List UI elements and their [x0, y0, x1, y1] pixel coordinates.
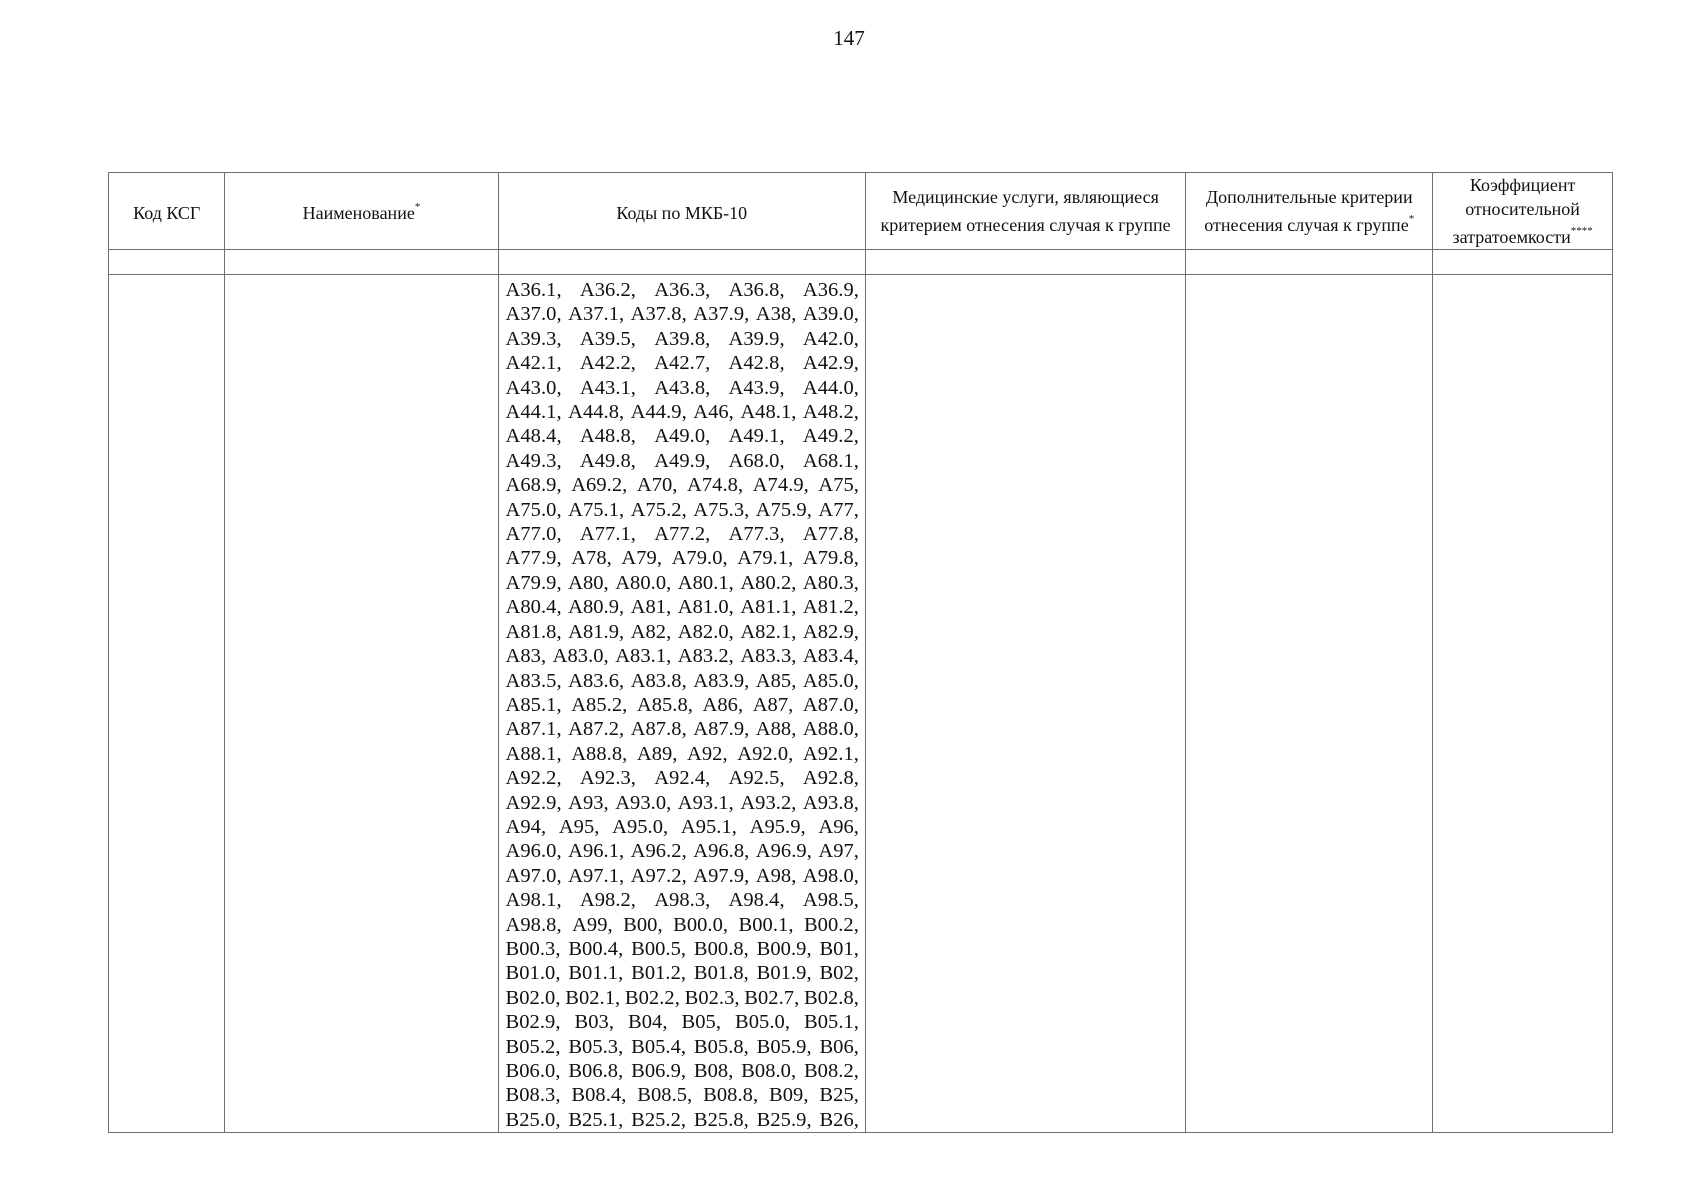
- mkb-code: А38,: [755, 303, 797, 326]
- mkb-code: А48.1,: [740, 401, 797, 424]
- mkb-code: А78,: [571, 547, 612, 570]
- mkb-code: А82.1,: [740, 620, 797, 643]
- mkb-code: А49.8,: [579, 449, 636, 472]
- services-cell: [865, 275, 1185, 1133]
- mkb-code: А97.9,: [693, 864, 750, 887]
- mkb-code: В25.1,: [568, 1108, 624, 1131]
- mkb-code: А83.1,: [615, 645, 672, 668]
- mkb-code: А96.1,: [568, 840, 625, 863]
- mkb-code: В06.9,: [631, 1060, 687, 1082]
- page-number: 147: [833, 26, 865, 50]
- mkb-code: А87.9,: [693, 718, 750, 741]
- mkb-code-line: [506, 473, 859, 497]
- mkb-code: А77.9,: [505, 547, 562, 570]
- mkb-code: А98.3,: [654, 889, 711, 912]
- mkb-code: В00.4,: [568, 937, 624, 960]
- mkb-code: А92.8,: [802, 767, 859, 790]
- mkb-code: А48.4,: [505, 425, 562, 448]
- mkb-code: А75.0,: [505, 498, 562, 521]
- mkb-code-line: [506, 1010, 859, 1034]
- header-name: Наименование*: [225, 173, 498, 250]
- mkb-code: А49.3,: [505, 449, 562, 472]
- table-header-row: [109, 173, 1613, 250]
- mkb-code: В01,: [819, 937, 859, 960]
- mkb-code: А43.8,: [654, 376, 711, 399]
- mkb-code-line: [506, 327, 859, 351]
- mkb-code: А75.1,: [568, 498, 625, 521]
- header-medical-services: Медицинские услуги, являющиеся критерием отнесения случая к группе: [865, 173, 1185, 250]
- mkb-code: В25.9,: [756, 1108, 812, 1131]
- mkb-code: А88.1,: [505, 742, 562, 765]
- mkb-code: А43.9,: [728, 376, 785, 399]
- mkb-code: А97.2,: [630, 864, 687, 887]
- mkb-code-line: [506, 302, 859, 326]
- mkb-code-line: [506, 791, 859, 815]
- mkb-code: А80.1,: [677, 571, 734, 594]
- mkb-code: В26,: [819, 1108, 859, 1131]
- mkb-code: А92.0,: [737, 742, 794, 765]
- mkb-code: В05.2,: [505, 1035, 561, 1058]
- mkb-code: А94,: [505, 815, 547, 838]
- mkb-code: А92.3,: [579, 767, 636, 790]
- mkb-code: А44.0,: [802, 376, 859, 399]
- mkb-code: В01.1,: [568, 962, 624, 985]
- mkb-code: А39.9,: [728, 327, 785, 350]
- mkb-code: А36.2,: [579, 279, 636, 301]
- mkb-code-line: [506, 669, 859, 693]
- mkb-code: А88,: [755, 718, 797, 741]
- mkb-code: А37.9,: [693, 303, 750, 326]
- mkb-code: А74.9,: [752, 474, 809, 497]
- mkb-code: А80.3,: [802, 571, 859, 594]
- mkb-code: А39.8,: [654, 327, 711, 350]
- mkb-code: А37.8,: [630, 303, 687, 326]
- table-cell: [109, 250, 225, 275]
- mkb-code: В02.3,: [684, 986, 740, 1009]
- mkb-code: А42.7,: [654, 352, 711, 375]
- mkb-code: А93.2,: [740, 791, 797, 814]
- mkb-code: А48.8,: [579, 425, 636, 448]
- mkb-code: А36.1,: [505, 279, 562, 301]
- mkb-code: А79.0,: [671, 547, 728, 570]
- mkb-code: В05,: [681, 1011, 722, 1034]
- mkb-code: А37.0,: [505, 303, 562, 326]
- mkb-code: В08.3,: [505, 1084, 561, 1107]
- mkb-code: А98,: [755, 864, 797, 887]
- mkb-code: А85.1,: [505, 693, 562, 716]
- mkb-code: А83.4,: [802, 645, 859, 668]
- mkb-code: А42.2,: [579, 352, 636, 375]
- mkb-code: А97.0,: [505, 864, 562, 887]
- mkb-code: А42.9,: [802, 352, 859, 375]
- mkb-code-line: [506, 620, 859, 644]
- table-cell: [865, 250, 1185, 275]
- mkb-code: А96.0,: [505, 840, 562, 863]
- mkb-code: В02.8,: [803, 986, 859, 1009]
- mkb-code: В05.9,: [756, 1035, 812, 1058]
- mkb-code: В08.5,: [637, 1084, 693, 1107]
- mkb-code: А85,: [755, 669, 797, 692]
- mkb-code-line: [506, 815, 859, 839]
- mkb-code: А98.4,: [728, 889, 785, 912]
- mkb-code: А81.1,: [740, 596, 797, 619]
- mkb-code-line: [506, 961, 859, 985]
- table-cell: [498, 250, 865, 275]
- mkb-code: В08.8,: [703, 1084, 759, 1107]
- mkb-code-line: [506, 278, 859, 302]
- mkb-code: В01.2,: [631, 962, 687, 985]
- mkb-code: А89,: [636, 742, 678, 765]
- mkb-code: А83.8,: [630, 669, 687, 692]
- mkb-code: А39.0,: [802, 303, 859, 326]
- mkb-code: А43.0,: [505, 376, 562, 399]
- mkb-code-line: [506, 400, 859, 424]
- mkb-code: А83.5,: [505, 669, 562, 692]
- mkb-code: В05.4,: [631, 1035, 687, 1058]
- mkb-code: А92.9,: [505, 791, 562, 814]
- mkb-code: А81.2,: [802, 596, 859, 619]
- mkb-code: А92.2,: [505, 767, 562, 790]
- mkb-code: А42.0,: [802, 327, 859, 350]
- mkb-code: В09,: [769, 1084, 809, 1107]
- table-cell: [1433, 250, 1613, 275]
- mkb-code: А36.3,: [654, 279, 711, 301]
- mkb-code: А44.8,: [568, 401, 625, 424]
- mkb-code: В01.8,: [693, 962, 749, 985]
- mkb-code: А83.6,: [568, 669, 625, 692]
- mkb-code-line: [506, 351, 859, 375]
- mkb-code: А92.4,: [654, 767, 711, 790]
- mkb-code: В01.9,: [756, 962, 812, 985]
- mkb-code: А77,: [818, 498, 859, 521]
- mkb-code: А88.0,: [802, 718, 859, 741]
- mkb-code: А77.0,: [505, 523, 562, 546]
- mkb-code: А46,: [693, 401, 734, 424]
- mkb-code: В05.1,: [804, 1011, 859, 1034]
- mkb-codes-cell: [498, 275, 865, 1133]
- mkb-code-line: [506, 498, 859, 522]
- mkb-code: А93.8,: [802, 791, 859, 814]
- mkb-code-line: [506, 986, 859, 1010]
- mkb-code: А82.9,: [802, 620, 859, 643]
- mkb-code: В01.0,: [505, 962, 561, 985]
- mkb-code: А87.8,: [630, 718, 687, 741]
- mkb-code: А81.8,: [505, 620, 562, 643]
- mkb-code: А77.2,: [654, 523, 711, 546]
- ksg-code-cell: [109, 275, 225, 1133]
- mkb-code: А95,: [558, 815, 600, 838]
- name-cell: [225, 275, 498, 1133]
- mkb-code-line: [506, 766, 859, 790]
- mkb-code: А97.1,: [568, 864, 625, 887]
- mkb-code: А68.0,: [728, 449, 785, 472]
- mkb-code-line: [506, 424, 859, 448]
- mkb-code: В08.2,: [803, 1060, 859, 1082]
- mkb-code: А82.0,: [677, 620, 734, 643]
- mkb-code: А39.3,: [505, 327, 562, 350]
- mkb-code: А77.3,: [728, 523, 785, 546]
- mkb-code: В08.4,: [571, 1084, 627, 1107]
- mkb-code: А97,: [818, 840, 859, 863]
- mkb-code: А49.1,: [728, 425, 785, 448]
- table-cell: [225, 250, 498, 275]
- mkb-code: А36.8,: [728, 279, 785, 301]
- mkb-code: В06,: [819, 1035, 859, 1058]
- mkb-code: А42.1,: [505, 352, 562, 375]
- mkb-code: А36.9,: [802, 279, 859, 301]
- mkb-code: А75.2,: [630, 498, 687, 521]
- mkb-code: А70,: [636, 474, 678, 497]
- mkb-code: В00.0,: [673, 913, 729, 936]
- mkb-code: А80.0,: [615, 571, 672, 594]
- mkb-code: В02.7,: [744, 986, 800, 1009]
- mkb-code-line: [506, 595, 859, 619]
- mkb-code: А68.1,: [802, 449, 859, 472]
- mkb-code: А92.5,: [728, 767, 785, 790]
- mkb-codes-list: [506, 278, 859, 1132]
- mkb-code: А85.8,: [636, 693, 693, 716]
- mkb-code: А87.1,: [505, 718, 562, 741]
- mkb-code: В00.8,: [693, 937, 749, 960]
- mkb-code: В02.1,: [565, 986, 621, 1009]
- mkb-code: В04,: [628, 1011, 668, 1034]
- header-coefficient: Коэффициент относительной затратоемкости****: [1433, 173, 1613, 250]
- mkb-code: А98.8,: [505, 913, 562, 936]
- mkb-code: А98.0,: [802, 864, 859, 887]
- mkb-code: В00.5,: [631, 937, 687, 960]
- mkb-code: А81.0,: [677, 596, 734, 619]
- mkb-code: В25,: [819, 1084, 859, 1107]
- mkb-code-line: [506, 1035, 859, 1059]
- mkb-code: А44.9,: [630, 401, 687, 424]
- mkb-code: А98.1,: [505, 889, 562, 912]
- mkb-code: А83.9,: [693, 669, 750, 692]
- mkb-code: В05.0,: [735, 1011, 790, 1034]
- mkb-code: В25.0,: [505, 1108, 561, 1131]
- mkb-code: А77.8,: [802, 523, 859, 546]
- mkb-code: А98.2,: [579, 889, 636, 912]
- mkb-code: А96.8,: [693, 840, 750, 863]
- mkb-code: А79.1,: [737, 547, 794, 570]
- mkb-code: А81,: [630, 596, 672, 619]
- mkb-code: А80,: [568, 571, 609, 594]
- mkb-code: А98.5,: [802, 889, 859, 912]
- table-row: [109, 275, 1613, 1133]
- mkb-code-line: [506, 571, 859, 595]
- mkb-code: А49.0,: [654, 425, 711, 448]
- mkb-code: А85.2,: [571, 693, 628, 716]
- mkb-code: А37.1,: [568, 303, 625, 326]
- mkb-code-line: [506, 742, 859, 766]
- mkb-code: В00.9,: [756, 937, 812, 960]
- mkb-code: А79.8,: [802, 547, 859, 570]
- mkb-code-line: [506, 522, 859, 546]
- mkb-code: В00,: [623, 913, 663, 936]
- mkb-code: В25.8,: [693, 1108, 749, 1131]
- mkb-code: А49.9,: [654, 449, 711, 472]
- mkb-code: А95.9,: [749, 815, 806, 838]
- mkb-code: А44.1,: [505, 401, 562, 424]
- ksg-table: [108, 172, 1613, 1133]
- header-extra-criteria: Дополнительные критерии отнесения случая к группе*: [1186, 173, 1433, 250]
- mkb-code-line: [506, 1083, 859, 1107]
- mkb-code: А80.2,: [740, 571, 797, 594]
- mkb-code: А39.5,: [579, 327, 636, 350]
- mkb-code: В08.0,: [741, 1060, 797, 1082]
- mkb-code: А86,: [702, 693, 744, 716]
- mkb-code: В06.0,: [505, 1060, 561, 1082]
- mkb-code: А79,: [621, 547, 663, 570]
- table-cell: [1186, 250, 1433, 275]
- mkb-code: В05.8,: [693, 1035, 749, 1058]
- mkb-code: А82,: [630, 620, 672, 643]
- mkb-code-line: [506, 546, 859, 570]
- mkb-code: В02.2,: [624, 986, 680, 1009]
- mkb-code-line: [506, 644, 859, 668]
- mkb-code-line: [506, 888, 859, 912]
- mkb-code: А92,: [687, 742, 728, 765]
- mkb-code: А75.9,: [755, 498, 812, 521]
- mkb-code: А93.1,: [677, 791, 734, 814]
- mkb-code: В00.3,: [505, 937, 561, 960]
- mkb-code: А74.8,: [687, 474, 744, 497]
- mkb-code-line: [506, 937, 859, 961]
- mkb-code: А42.8,: [728, 352, 785, 375]
- mkb-code-line: [506, 913, 859, 937]
- mkb-code: А92.1,: [802, 742, 859, 765]
- coefficient-cell: [1433, 275, 1613, 1133]
- mkb-code: А83.0,: [552, 645, 609, 668]
- mkb-code: А81.9,: [568, 620, 625, 643]
- mkb-code: В05.3,: [568, 1035, 624, 1058]
- mkb-code: А96.9,: [755, 840, 812, 863]
- extra-criteria-cell: [1186, 275, 1433, 1133]
- mkb-code: В02.0,: [505, 986, 561, 1009]
- mkb-code: А83,: [505, 645, 547, 668]
- header-mkb-codes: Коды по МКБ-10: [498, 173, 865, 250]
- mkb-code-line: [506, 839, 859, 863]
- mkb-code: В00.1,: [738, 913, 794, 936]
- mkb-code: А69.2,: [571, 474, 628, 497]
- mkb-code: А49.2,: [802, 425, 859, 448]
- header-ksg-code: Код КСГ: [109, 173, 225, 250]
- mkb-code: А95.0,: [612, 815, 669, 838]
- mkb-code: В02.9,: [505, 1011, 561, 1034]
- mkb-code-line: [506, 1059, 859, 1083]
- mkb-code: А75.3,: [693, 498, 750, 521]
- mkb-code: А95.1,: [680, 815, 737, 838]
- mkb-code: А79.9,: [505, 571, 562, 594]
- mkb-code: В02,: [819, 962, 859, 985]
- mkb-code: А43.1,: [579, 376, 636, 399]
- mkb-code: А93,: [568, 791, 609, 814]
- mkb-code: А48.2,: [802, 401, 859, 424]
- mkb-code: А88.8,: [571, 742, 628, 765]
- mkb-code: А96.2,: [630, 840, 687, 863]
- mkb-code: А96,: [818, 815, 859, 838]
- mkb-code: В00.2,: [803, 913, 859, 936]
- mkb-code-line: [506, 1108, 859, 1132]
- mkb-code: А87.0,: [802, 693, 859, 716]
- mkb-code: А68.9,: [505, 474, 562, 497]
- mkb-code: А75,: [818, 474, 859, 497]
- mkb-code: В06.8,: [568, 1060, 624, 1082]
- mkb-code-line: [506, 693, 859, 717]
- mkb-code: А80.9,: [568, 596, 625, 619]
- mkb-code: В03,: [574, 1011, 615, 1034]
- mkb-code: А77.1,: [579, 523, 636, 546]
- mkb-code-line: [506, 376, 859, 400]
- mkb-code: А87,: [752, 693, 794, 716]
- mkb-code: В25.2,: [631, 1108, 687, 1131]
- mkb-code: А87.2,: [568, 718, 625, 741]
- mkb-code: В08,: [693, 1060, 734, 1082]
- mkb-code: А83.3,: [740, 645, 797, 668]
- column-number-row: [109, 250, 1613, 275]
- mkb-code: А83.2,: [677, 645, 734, 668]
- mkb-code-line: [506, 449, 859, 473]
- mkb-code-line: [506, 864, 859, 888]
- mkb-code: А85.0,: [802, 669, 859, 692]
- mkb-code: А93.0,: [615, 791, 672, 814]
- mkb-code: А99,: [572, 913, 613, 936]
- mkb-code: А80.4,: [505, 596, 562, 619]
- mkb-code-line: [506, 717, 859, 741]
